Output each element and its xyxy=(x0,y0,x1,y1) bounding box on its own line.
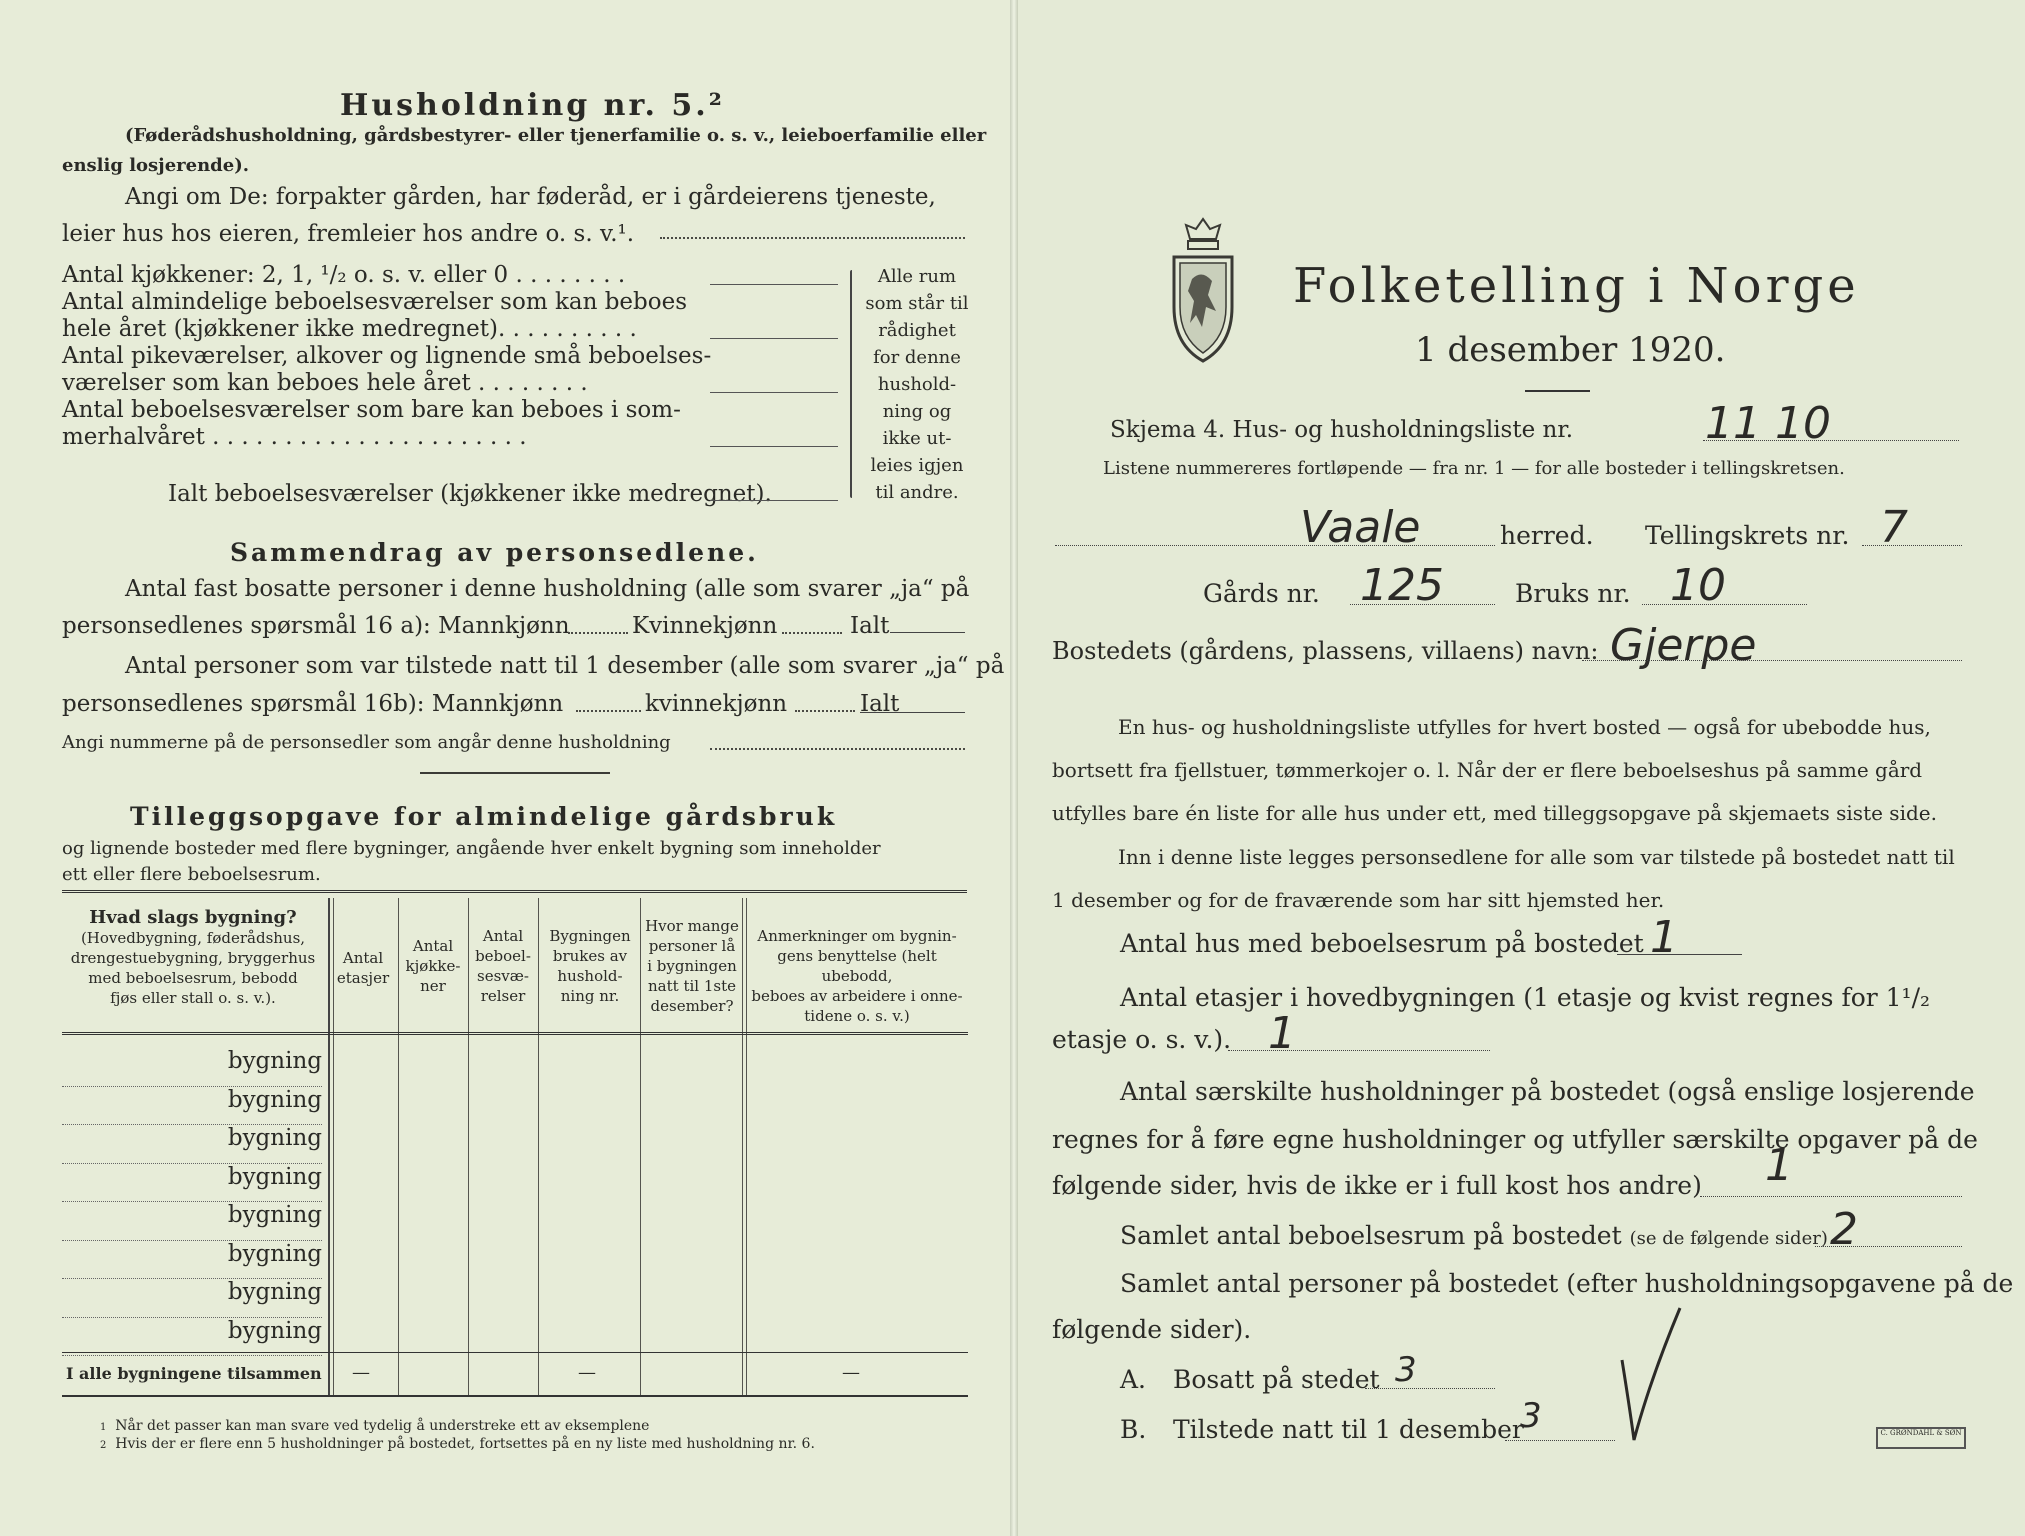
household-subtitle-2: enslig losjerende). xyxy=(62,155,249,176)
census-title: Folketelling i Norge xyxy=(1293,258,1860,314)
side-note xyxy=(862,263,972,506)
footnote-1-number: 1 xyxy=(100,1422,107,1433)
side-note-line: ning og xyxy=(882,401,952,422)
header-line: Hvor mange xyxy=(645,917,739,935)
page-fold xyxy=(1010,0,1018,1536)
col-header-remarks xyxy=(746,926,968,1026)
answer-b-text: Tilstede natt til 1 desember xyxy=(1173,1415,1524,1444)
herred-handwritten: Vaale xyxy=(1300,502,1421,553)
coat-of-arms-icon xyxy=(1168,215,1238,365)
brace xyxy=(850,270,854,498)
question-households-3: følgende sider, hvis de ikke er i full kost hos andre) xyxy=(1052,1171,1702,1200)
summary-line-3: Antal personer som var tilstede natt til 1 desember (alle som svarer „ja“ på xyxy=(125,653,1005,679)
answer-a-text: Bosatt på stedet xyxy=(1173,1365,1380,1394)
total-rooms-handwritten: 2 xyxy=(1830,1204,1858,1255)
building-row-label: bygning xyxy=(62,1164,322,1203)
total-rooms-label: Samlet antal beboelsesrum på bostedet xyxy=(1120,1221,1622,1250)
para-line: Inn i denne liste legges personsedlene for alle som var tilstede på bostedet natt til xyxy=(1118,845,1955,869)
bruks-handwritten: 10 xyxy=(1670,560,1726,611)
side-note-line: hushold- xyxy=(877,374,957,395)
houses-handwritten: 1 xyxy=(1650,912,1678,963)
answer-a-handwritten: 3 xyxy=(1395,1350,1417,1390)
bosted-handwritten: Gjerpe xyxy=(1610,620,1757,671)
header-line: Anmerkninger om bygnin- xyxy=(757,927,957,945)
col-header-building-type xyxy=(62,908,324,1008)
schema-number-handwritten: 11 10 xyxy=(1705,398,1831,449)
header-line: Antal xyxy=(342,949,384,967)
check-mark-icon xyxy=(1610,1300,1690,1450)
answer-b-label: B. xyxy=(1120,1415,1147,1444)
total-rooms: Ialt beboelsesværelser (kjøkkener ikke medregnet). xyxy=(168,481,772,507)
side-note-line: som står til xyxy=(865,293,969,314)
header-line: ning nr. xyxy=(560,987,620,1005)
footnote-1 xyxy=(100,1418,649,1434)
summary-line-1: Antal fast bosatte personer i denne husholdning (alle som svarer „ja“ på xyxy=(125,576,970,602)
question-total-persons: Samlet antal personer på bostedet (efter husholdningsopgavene på de xyxy=(1120,1269,2014,1298)
household-subtitle: (Føderådshusholdning, gårdsbestyrer- eller tjenerfamilie o. s. v., leieboerfamilie eller xyxy=(125,125,987,146)
building-row-label: bygning xyxy=(62,1202,322,1241)
building-rows xyxy=(62,1048,322,1356)
rooms-line: merhalvåret . . . . . . . . . . . . . . . . . . . . . . xyxy=(62,424,527,450)
total-dash-household: — xyxy=(578,1362,596,1383)
instructions-para-1 xyxy=(1052,706,1937,835)
header-line: Hvad slags bygning? xyxy=(89,907,297,928)
summary-line-4: personsedlenes spørsmål 16b): Mannkjønn xyxy=(62,691,564,717)
summary-line-2: personsedlenes spørsmål 16 a): Mannkjønn xyxy=(62,613,570,639)
summary-female-1: Kvinnekjønn xyxy=(632,613,778,639)
schema-label: Skjema 4. Hus- og husholdningsliste nr. xyxy=(1110,417,1574,443)
col-header-persons xyxy=(642,916,742,1016)
tellingskrets-handwritten: 7 xyxy=(1880,502,1908,553)
para-line: utfylles bare én liste for alle hus under ett, med tilleggsopgave på skjemaets siste side. xyxy=(1052,801,1937,825)
building-row-label: bygning xyxy=(62,1318,322,1357)
header-line: relser xyxy=(480,987,526,1005)
answer-b-handwritten: 3 xyxy=(1520,1396,1542,1436)
question-floors: Antal etasjer i hovedbygningen (1 etasje og kvist regnes for 1¹/₂ xyxy=(1120,983,1931,1012)
header-line: kjøkke- xyxy=(405,957,461,975)
side-note-line: rådighet xyxy=(878,320,956,341)
question-houses: Antal hus med beboelsesrum på bostedet xyxy=(1120,929,1644,958)
header-line: (Hovedbygning, føderådshus, xyxy=(80,929,306,947)
side-note-line: Alle rum xyxy=(877,266,957,287)
header-line: drengestuebygning, bryggerhus xyxy=(70,949,316,967)
answer-a-label: A. xyxy=(1120,1365,1147,1394)
herred-label: herred. xyxy=(1500,521,1594,550)
side-note-line: til andre. xyxy=(875,482,959,503)
gards-handwritten: 125 xyxy=(1360,560,1444,611)
question-tenancy: Angi om De: forpakter gården, har føderåd, er i gårdeierens tjeneste, xyxy=(125,184,936,210)
supplement-desc-1: og lignende bosteder med flere bygninger, angående hver enkelt bygning som inneholder xyxy=(62,838,881,859)
total-rooms-note: (se de følgende sider) xyxy=(1629,1228,1828,1249)
col-header-floors xyxy=(330,948,396,988)
building-row-label: bygning xyxy=(62,1087,322,1126)
header-line: beboel- xyxy=(475,947,531,965)
households-handwritten: 1 xyxy=(1765,1140,1793,1191)
census-date: 1 desember 1920. xyxy=(1415,330,1726,370)
header-line: Antal xyxy=(482,927,524,945)
total-dash-remarks: — xyxy=(842,1362,860,1383)
summary-title: Sammendrag av personsedlene. xyxy=(230,538,759,567)
header-line: tidene o. s. v.) xyxy=(804,1007,910,1025)
total-dash-floors: — xyxy=(352,1362,370,1383)
header-line: sesvæ- xyxy=(477,967,529,985)
side-note-line: ikke ut- xyxy=(882,428,952,449)
rooms-line: Antal kjøkkener: 2, 1, ¹/₂ o. s. v. eller 0 . . . . . . . . xyxy=(62,262,626,288)
household-title: Husholdning nr. 5.² xyxy=(340,88,725,123)
summary-female-2: kvinnekjønn xyxy=(645,691,788,717)
question-total-persons-2: følgende sider). xyxy=(1052,1315,1252,1344)
rooms-line: værelser som kan beboes hele året . . . . . . . . xyxy=(62,370,588,396)
rooms-line: Antal almindelige beboelsesværelser som kan beboes xyxy=(62,289,688,315)
question-households-2: regnes for å føre egne husholdninger og utfyller særskilte opgaver på de xyxy=(1052,1125,1978,1154)
question-tenancy-2: leier hus hos eieren, fremleier hos andre o. s. v.¹. xyxy=(62,221,635,247)
header-line: gens benyttelse (helt ubebodd, xyxy=(777,947,937,985)
rooms-line: hele året (kjøkkener ikke medregnet). . . . . . . . . . xyxy=(62,316,637,342)
col-header-household xyxy=(538,926,642,1006)
header-line: natt til 1ste xyxy=(648,977,736,995)
header-line: personer lå xyxy=(648,937,736,955)
building-row-label: bygning xyxy=(62,1048,322,1087)
summary-numbers: Angi nummerne på de personsedler som angår denne husholdning xyxy=(62,732,671,753)
question-total-rooms xyxy=(1120,1222,1828,1253)
building-row-label: bygning xyxy=(62,1279,322,1318)
footnote-2-number: 2 xyxy=(100,1440,107,1451)
floors-handwritten: 1 xyxy=(1268,1008,1296,1059)
header-line: desember? xyxy=(650,997,734,1015)
summary-total-2: Ialt xyxy=(860,691,900,717)
rooms-line: Antal pikeværelser, alkover og lignende små beboelses- xyxy=(62,343,712,369)
bruks-label: Bruks nr. xyxy=(1515,579,1631,608)
header-line: i bygningen xyxy=(647,957,737,975)
tellingskrets-label: Tellingskrets nr. xyxy=(1645,521,1850,550)
rooms-line: Antal beboelsesværelser som bare kan beboes i som- xyxy=(62,397,681,423)
numbering-instruction: Listene nummereres fortløpende — fra nr. 1 — for alle bosteder i tellingskretsen. xyxy=(1103,458,1845,479)
header-line: ner xyxy=(420,977,446,995)
header-line: Antal xyxy=(412,937,454,955)
question-households: Antal særskilte husholdninger på bostedet (også enslige losjerende xyxy=(1120,1077,1975,1106)
summary-total-1: Ialt xyxy=(850,613,890,639)
header-line: brukes av xyxy=(552,947,628,965)
rooms-block xyxy=(62,262,711,451)
instructions-para-2 xyxy=(1052,836,1955,922)
building-row-label: bygning xyxy=(62,1125,322,1164)
header-line: fjøs eller stall o. s. v.). xyxy=(110,989,276,1007)
header-line: etasjer xyxy=(336,969,390,987)
para-line: 1 desember og for de fraværende som har sitt hjemsted her. xyxy=(1052,888,1665,912)
header-line: med beboelsesrum, bebodd xyxy=(88,969,298,987)
question-floors-2: etasje o. s. v.). xyxy=(1052,1025,1232,1054)
footnote-1-text: Når det passer kan man svare ved tydelig å understreke ett av eksemplene xyxy=(115,1418,650,1434)
header-line: hushold- xyxy=(557,967,623,985)
gards-label: Gårds nr. xyxy=(1203,579,1320,608)
col-header-rooms xyxy=(468,926,538,1006)
supplement-desc-2: ett eller flere beboelsesrum. xyxy=(62,864,321,885)
header-line: Bygningen xyxy=(549,927,631,945)
para-line: En hus- og husholdningsliste utfylles for hvert bosted — også for ubebodde hus, xyxy=(1118,715,1931,739)
side-note-line: for denne xyxy=(873,347,961,368)
supplement-title: Tilleggsopgave for almindelige gårdsbruk xyxy=(130,802,838,831)
bosted-label: Bostedets (gårdens, plassens, villaens) navn: xyxy=(1052,637,1599,665)
buildings-total-row: I alle bygningene tilsammen xyxy=(66,1364,322,1383)
para-line: bortsett fra fjellstuer, tømmerkojer o. l. Når der er flere beboelseshus på samme gård xyxy=(1052,758,1923,782)
footnote-2 xyxy=(100,1436,815,1452)
side-note-line: leies igjen xyxy=(870,455,964,476)
printer-stamp: C. GRØNDAHL & SØN xyxy=(1876,1427,1966,1449)
header-line: beboes av arbeidere i onne- xyxy=(751,987,963,1005)
footnote-2-text: Hvis der er flere enn 5 husholdninger på bostedet, fortsettes på en ny liste med husholdning nr. 6. xyxy=(115,1436,815,1452)
col-header-kitchens xyxy=(398,936,468,996)
building-row-label: bygning xyxy=(62,1241,322,1280)
